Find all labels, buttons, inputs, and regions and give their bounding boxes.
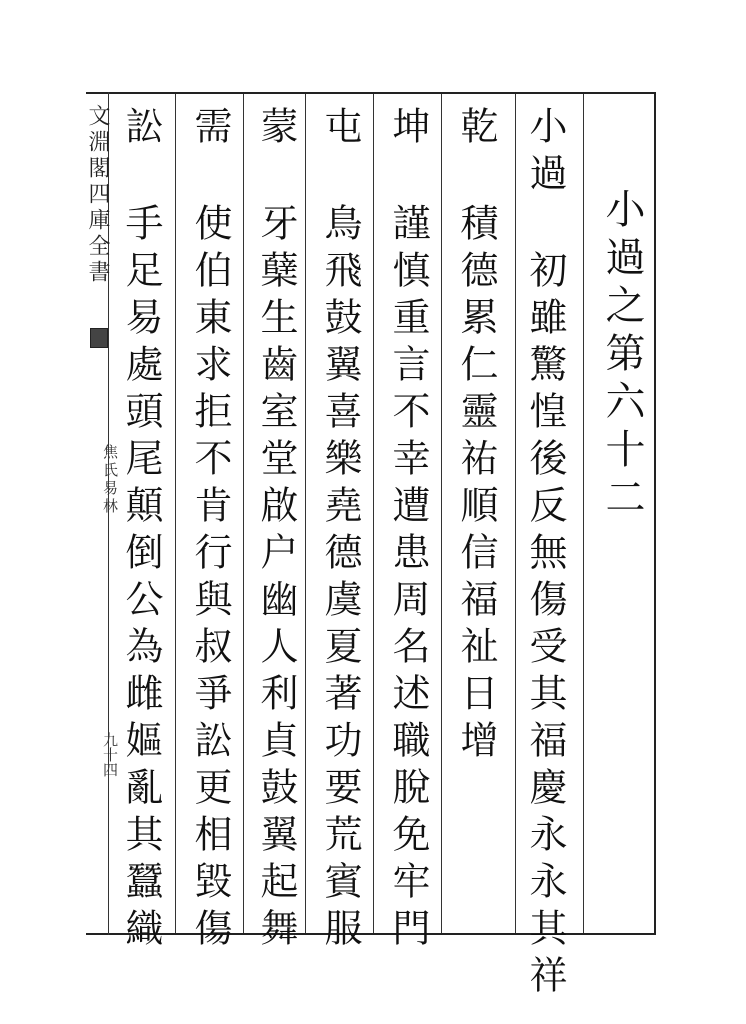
column-divider	[243, 94, 244, 933]
column-divider	[175, 94, 176, 933]
column-divider	[305, 94, 306, 933]
chapter-title: 小過之第六十二	[599, 188, 645, 524]
verse-text: 鳥飛鼓翼喜樂堯德虞夏著功要荒賓服	[318, 203, 362, 955]
verse-text: 積德累仁靈祐順信福祉日增	[454, 203, 498, 767]
hexagram-name: 乾	[454, 106, 498, 153]
hexagram-name: 屯	[318, 106, 362, 153]
text-column-4	[318, 106, 362, 955]
text-column-1	[523, 106, 567, 1002]
frame-bottom-border	[86, 933, 656, 935]
verse-text: 謹慎重言不幸遭患周名述職脫免牢門	[386, 203, 430, 955]
verse-text: 初雖驚惶後反無傷受其福慶永永其祥	[523, 250, 567, 1002]
hexagram-name: 訟	[119, 106, 163, 153]
column-divider	[583, 94, 584, 933]
verse-text: 牙蘖生齒室堂啟户幽人利貞鼓翼起舞	[254, 203, 298, 955]
hexagram-name: 小過	[523, 106, 567, 200]
frame-top-border	[86, 92, 656, 94]
column-divider	[441, 94, 442, 933]
margin-page-number: 九十四	[101, 732, 119, 777]
margin-block-mark	[90, 328, 108, 348]
column-divider	[515, 94, 516, 933]
hexagram-name: 蒙	[254, 106, 298, 153]
hexagram-name: 坤	[386, 106, 430, 153]
text-column-7	[119, 106, 163, 955]
column-divider	[373, 94, 374, 933]
text-column-2	[454, 106, 498, 767]
verse-text: 使伯東求拒不肯行與叔爭訟更相毀傷	[188, 203, 232, 955]
text-column-5	[254, 106, 298, 955]
margin-header: 文淵閣四庫全書	[85, 104, 110, 286]
frame-right-border	[654, 92, 656, 935]
hexagram-name: 需	[188, 106, 232, 153]
verse-text: 手足易處頭尾顛倒公為雌嫗亂其蠶織	[119, 203, 163, 955]
margin-subtitle: 焦氏易林	[101, 444, 119, 516]
text-column-3	[386, 106, 430, 955]
text-column-6	[188, 106, 232, 955]
